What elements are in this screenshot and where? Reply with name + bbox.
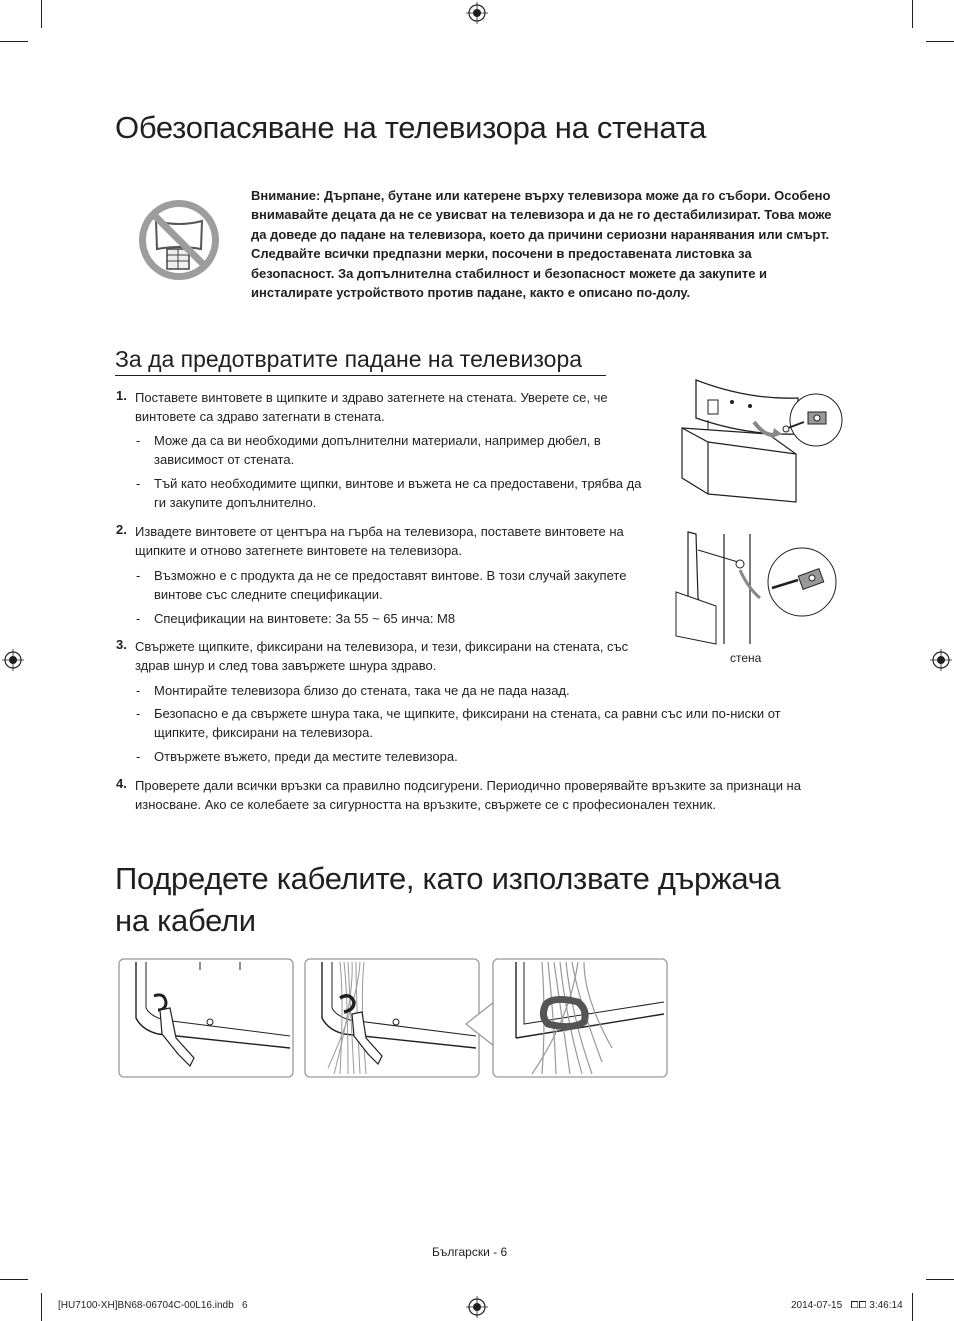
registration-mark-icon	[930, 649, 952, 671]
step-number: 1.	[116, 388, 127, 403]
crop-mark	[912, 0, 913, 28]
crop-mark	[41, 1293, 42, 1321]
registration-mark-icon	[466, 1296, 488, 1318]
warning-text: Внимание: Дърпане, бутане или катерене върху телевизора може да го събори. Особено внимавайте децата да не се увисват на телевизора и да не го дестабилизират. Това може да доведе до падане на телевизора, което да причини сериозни наранявания или смърт. Следвайте всички предпазни мерки, посочени в предоставената листовка за безопасност. За допълнителна стабилност и безопасност можете да закупите и инсталирате устройството против падане, както е описано по-долу.	[251, 188, 832, 301]
callout-pointer-icon	[462, 1000, 496, 1050]
crop-mark	[41, 0, 42, 28]
registration-mark-icon	[2, 649, 24, 671]
section-title-underline	[115, 375, 606, 376]
no-climbing-warning-icon	[138, 199, 220, 281]
page-number: Български - 6	[432, 1245, 508, 1259]
section-title-cable-holder	[115, 858, 780, 942]
tv-back-clip-illustration	[668, 376, 844, 508]
step-number: 3.	[116, 637, 127, 652]
step-subitem: - Тъй като необходимите щипки, винтове и въжета не са предоставени, трябва да ги закупите допълнително.	[136, 476, 642, 510]
step-subitem: - Спецификации на винтовете: За 55 ~ 65 инча: M8	[136, 611, 456, 626]
step-subitem: - Възможно е с продукта да не се предоставят винтове. В този случай закупете винтове със следните спецификации.	[136, 568, 627, 602]
step-number: 2.	[116, 522, 127, 537]
cable-holder-step-1-illustration	[118, 958, 294, 1078]
crop-mark	[926, 41, 954, 42]
wall-label: стена	[730, 651, 762, 665]
step-number: 4.	[116, 776, 127, 791]
tv-wall-side-illustration	[668, 528, 844, 648]
crop-mark	[0, 1279, 28, 1280]
section-title-prevent-falling: За да предотвратите падане на телевизора	[115, 346, 583, 372]
step-subitem: - Монтирайте телевизора близо до стената, така че да не пада назад.	[136, 683, 570, 698]
crop-mark	[926, 1279, 954, 1280]
registration-mark-icon	[466, 2, 488, 24]
step-subitem: - Отвържете въжето, преди да местите телевизора.	[136, 749, 458, 764]
step-text: Поставете винтовете в щипките и здраво затегнете на стената. Уверете се, че винтовете са здраво затегнати в стената.	[135, 390, 608, 424]
crop-mark	[0, 41, 28, 42]
title-line: на кабели	[115, 903, 256, 938]
cable-holder-step-2-illustration	[304, 958, 480, 1078]
step-subitem: - Безопасно е да свържете шнура така, че щипките, фиксирани на стената, са равни със или по-ниски от щипките, фиксирани на телевизора.	[136, 706, 781, 740]
step-text: Свържете щипките, фиксирани на телевизора, и тези, фиксирани на стената, със здрав шнур и след това завържете шнура здраво.	[135, 639, 629, 673]
title-line: Подредете кабелите, като използвате държача	[115, 861, 781, 896]
print-timestamp: 2014-07-15 ⧠⧠ 3:46:14	[791, 1300, 903, 1311]
crop-mark	[912, 1293, 913, 1321]
file-name: [HU7100-XH]BN68-06704C-00L16.indb 6	[58, 1300, 248, 1311]
step-text: Извадете винтовете от центъра на гърба на телевизора, поставете винтовете на щипките и отново затегнете винтовете на телевизора.	[135, 524, 624, 558]
section-title-wall-safety: Обезопасяване на телевизора на стената	[115, 110, 707, 145]
step-text: Проверете дали всички връзки са правилно подсигурени. Периодично проверявайте връзките за признаци на износване. Ако се колебаете за сигурността на връзките, свържете се с професионален техник.	[135, 778, 801, 812]
cable-holder-step-3-illustration	[492, 958, 668, 1078]
step-subitem: - Може да са ви необходими допълнителни материали, например дюбел, в зависимост от стената.	[136, 433, 601, 467]
